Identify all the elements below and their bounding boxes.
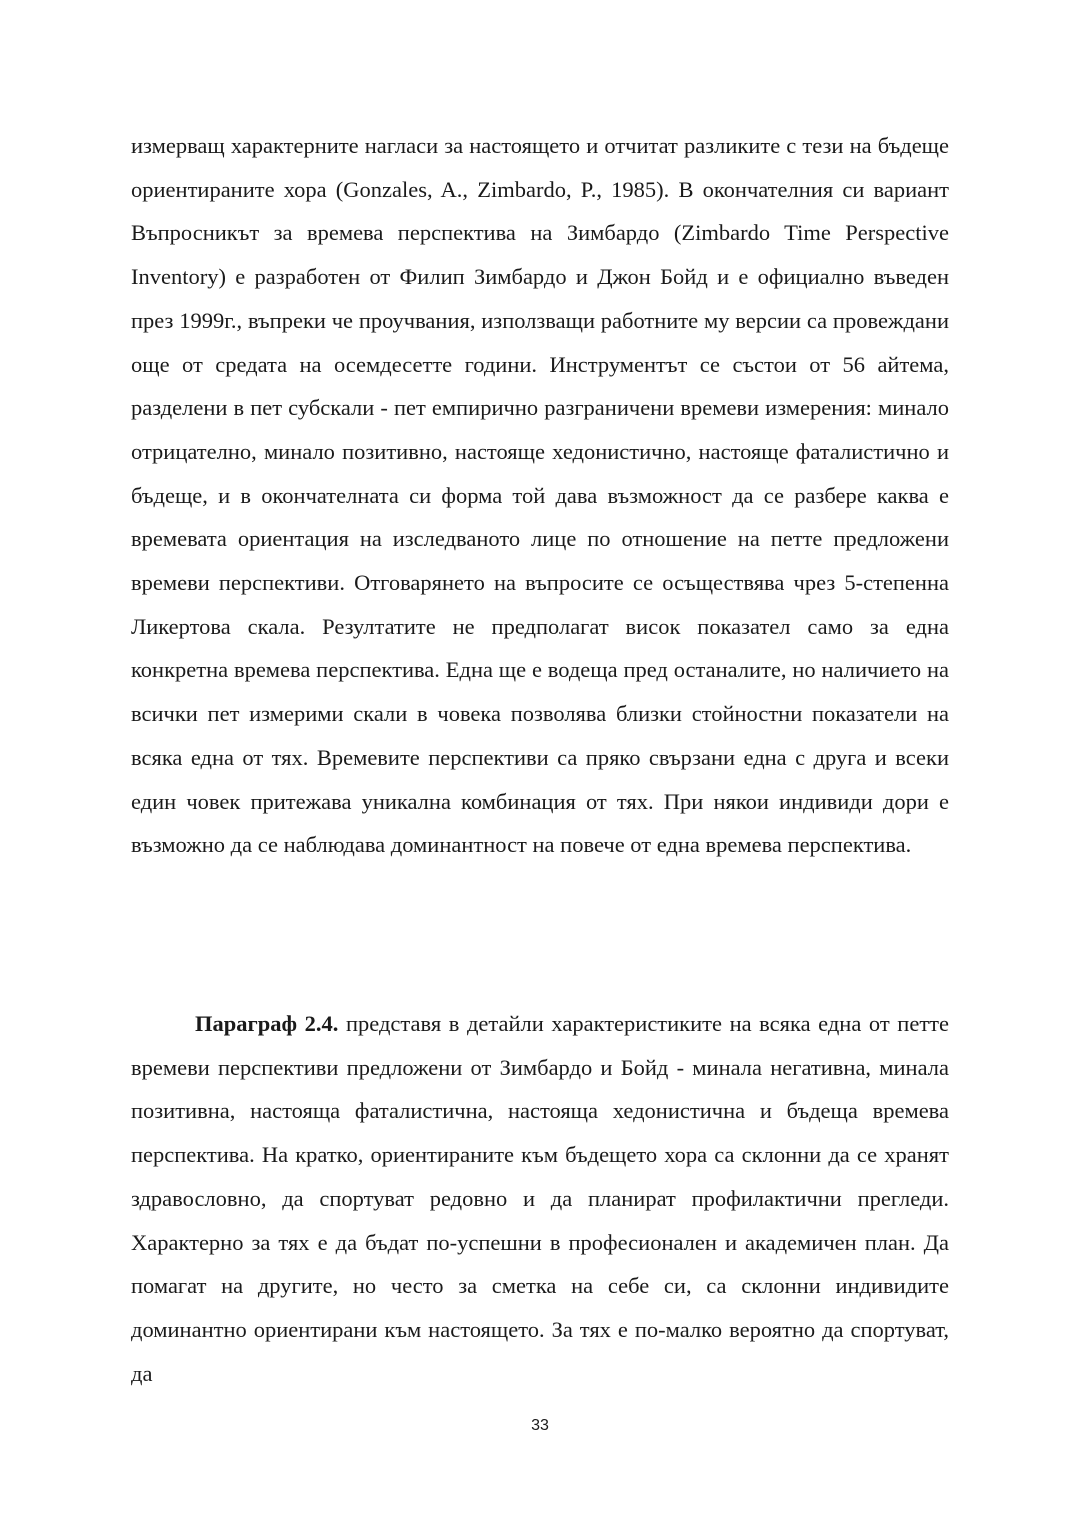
paragraph-2-text (131, 1002, 949, 1395)
paragraph-2-body: представя в детайли характеристиките на всяка една от петте времеви перспективи предложени от Зимбардо и Бойд - минала негативна, минала позитивна, настояща фаталистична, настояща хедонистична и бъдеща времева перспектива. На кратко, ориентираните към бъдещето хора са склонни да се хранят здравословно, да спортуват редовно и да планират профилактични прегледи. Характерно за тях е да бъдат по-успешни в професионален и академичен план. Да помагат на другите, но често за сметка на себе си, са склонни индивидите доминантно ориентирани към настоящето. За тях е по-малко вероятно да спортуват, да (131, 1011, 949, 1386)
body-paragraph-1 (131, 124, 949, 867)
section-reference-heading: Параграф 2.4. (195, 1011, 339, 1036)
page-number: 33 (531, 1417, 549, 1434)
body-paragraph-2 (131, 1002, 949, 1395)
paragraph-1-text: измерващ характерните нагласи за настоящето и отчитат разликите с тези на бъдеще ориентираните хора (Gonzales, A., Zimbardo, P., 1985). В окончателния си вариант Въпросникът за времева перспектива на Зимбардо (Zimbardo Time Perspective Inventory) е разработен от Филип Зимбардо и Джон Бойд и е официално въведен през 1999г., въпреки че проучвания, използващи работните му версии са провеждани още от средата на осемдесетте години. Инструментът се състои от 56 айтема, разделени в пет субскали - пет емпирично разграничени времеви измерения: минало отрицателно, минало позитивно, настояще хедонистично, настояще фаталистично и бъдеще, и в окончателната си форма той дава възможност да се разбере каква е времевата ориентация на изследваното лице по отношение на петте предложени времеви перспективи. Отговарянето на въпросите се осъществява чрез 5-степенна Ликертова скала. Резултатите не предполагат висок показател само за една конкретна времева перспектива. Една ще е водеща пред останалите, но наличието на всички пет измерими скали в човека позволява близки стойностни показатели на всяка една от тях. Времевите перспективи са пряко свързани една с друга и всеки един човек притежава уникална комбинация от тях. При някои индивиди дори е възможно да се наблюдава доминантност на повече от една времева перспектива. (131, 133, 949, 858)
